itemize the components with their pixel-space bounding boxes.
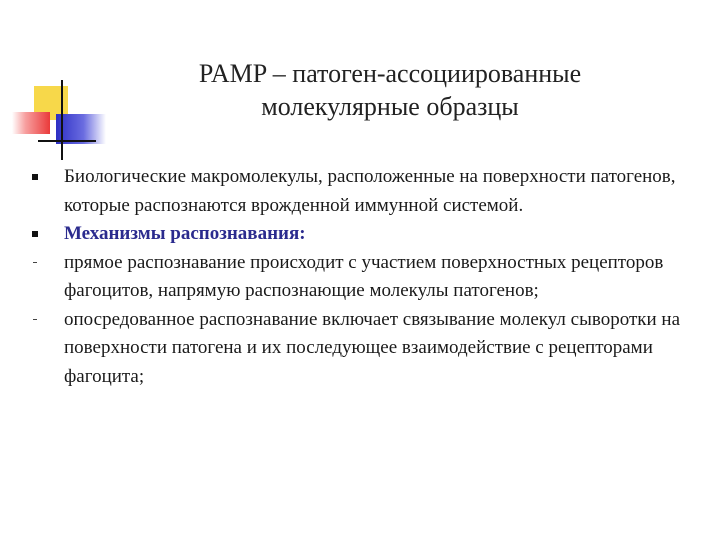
logo-vertical-line [61, 80, 63, 160]
logo-red-bar [12, 112, 50, 134]
list-item-text: опосредованное распознавание включает связывание молекул сыворотки на поверхности патогена и их последующее взаимодействие с рецепторами фагоцита; [64, 308, 680, 387]
slide-title [110, 57, 670, 123]
logo-horizontal-line [38, 140, 96, 142]
list-item [30, 306, 700, 392]
square-bullet-icon [32, 174, 38, 180]
list-item [30, 163, 700, 220]
slide-body [30, 163, 700, 391]
list-item-text: прямое распознавание происходит с участием поверхностных рецепторов фагоцитов, напрямую распознающие молекулы патогенов; [64, 251, 664, 301]
list-item-heading: Механизмы распознавания: [64, 223, 306, 244]
dash-bullet-icon [33, 319, 37, 320]
list-item [30, 220, 700, 249]
square-bullet-icon [32, 231, 38, 237]
dash-bullet-icon [33, 262, 37, 263]
slide-title-line-1: PAMP – патоген-ассоциированные [198, 59, 582, 88]
list-item-text: Биологические макромолекулы, расположенные на поверхности патогенов, которые распознаются врожденной иммунной системой. [64, 166, 676, 216]
list-item [30, 249, 700, 306]
slide-title-line-2: молекулярные образцы [261, 92, 519, 121]
corner-logo [0, 0, 110, 170]
